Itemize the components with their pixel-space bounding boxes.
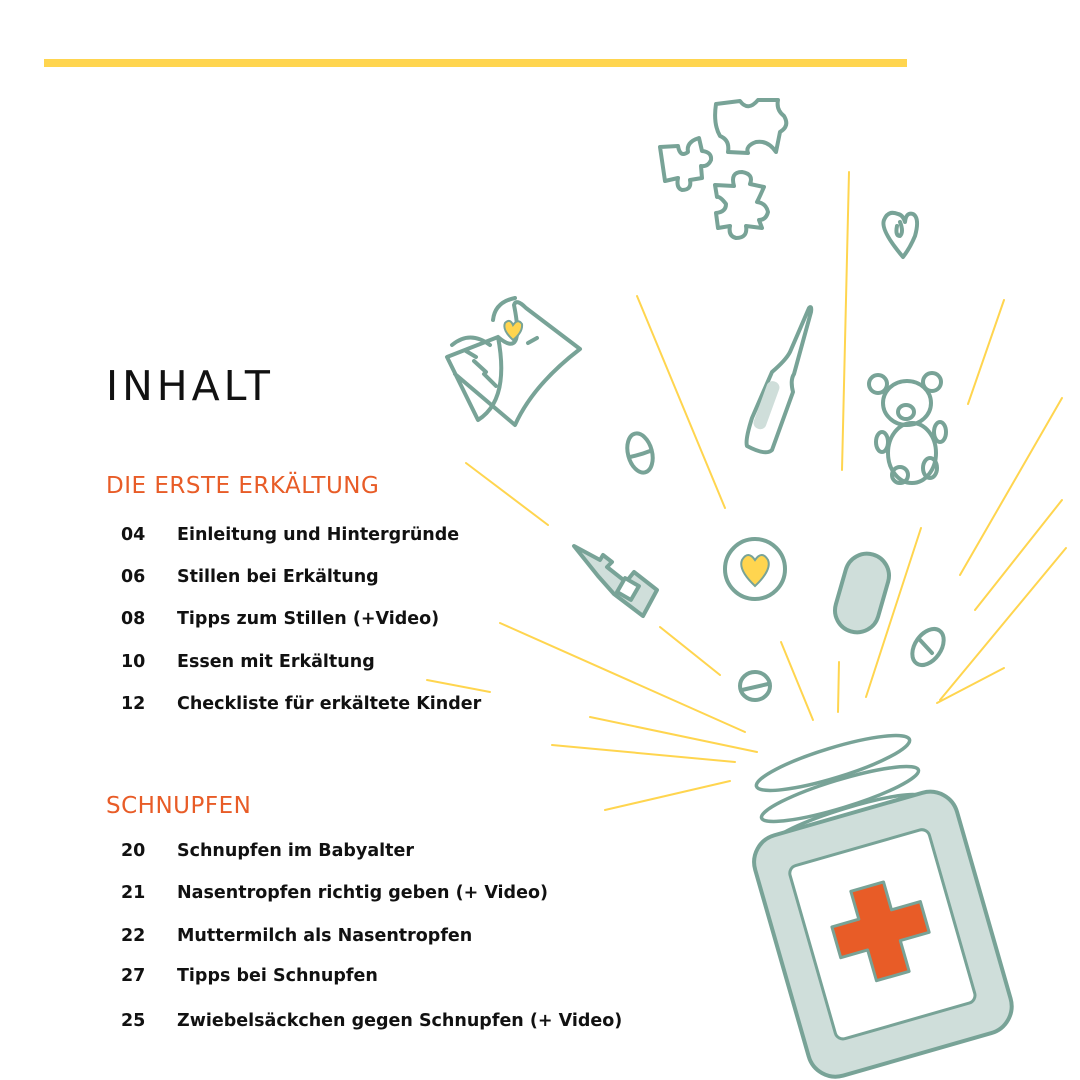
puzzle-piece-icon [660,138,711,190]
teddy-bear-icon [869,373,946,483]
pill-icon [906,623,950,671]
toc-label: Tipps bei Schnupfen [177,966,378,986]
toc-item[interactable] [121,1011,622,1031]
toc-item[interactable] [121,525,459,545]
toc-page-number: 04 [121,525,146,545]
toc-item[interactable] [121,883,548,903]
toc-item[interactable] [121,966,378,986]
heart-badge-icon [725,539,785,599]
toc-item[interactable] [121,652,375,672]
toc-item[interactable] [121,926,472,946]
burst-rays [427,172,1066,810]
book-heart-fill [504,321,522,340]
toc-page-number: 21 [121,883,146,903]
medicine-jar-icon [747,785,1018,1080]
capsule-icon [830,548,894,637]
toc-label: Muttermilch als Nasentropfen [177,926,473,946]
red-cross-icon [824,874,938,989]
pill-icon [623,431,657,476]
toc-label: Zwiebelsäckchen gegen Schnupfen (+ Video) [177,1011,623,1031]
toc-item[interactable] [121,609,439,629]
toc-page-number: 12 [121,694,146,714]
jar-lid [752,725,926,854]
toc-label: Schnupfen im Babyalter [177,841,414,861]
toc-page-number: 22 [121,926,146,946]
toc-page-number: 20 [121,841,146,861]
section-title-schnupfen: SCHNUPFEN [106,793,252,819]
toc-label: Nasentropfen richtig geben (+ Video) [177,883,548,903]
toc-label: Tipps zum Stillen (+Video) [177,609,440,629]
nasal-spray-bottle-icon [574,546,657,616]
puzzle-piece-icon [715,100,786,153]
section-title-erste-erkaeltung: DIE ERSTE ERKÄLTUNG [106,473,380,499]
toc-item[interactable] [121,841,414,861]
toc-page-number: 08 [121,609,146,629]
toc-label: Essen mit Erkältung [177,652,375,672]
toc-label: Einleitung und Hintergründe [177,525,460,545]
thermometer-icon [747,307,812,452]
heart-fill [741,555,769,586]
toc-item[interactable] [121,567,379,587]
toc-page-number: 25 [121,1011,146,1031]
toc-label: Checkliste für erkältete Kinder [177,694,482,714]
top-accent-bar [44,59,907,67]
toc-page-number: 10 [121,652,146,672]
heart-outline-icon [883,213,917,257]
toc-page-number: 27 [121,966,146,986]
toc-label: Stillen bei Erkältung [177,567,379,587]
pill-icon [740,672,770,700]
toc-item[interactable] [121,694,481,714]
toc-page-number: 06 [121,567,146,587]
page-title: INHALT [106,362,274,410]
book-lines [466,338,537,386]
puzzle-piece-icon [715,172,768,238]
open-book-icon [447,298,580,425]
